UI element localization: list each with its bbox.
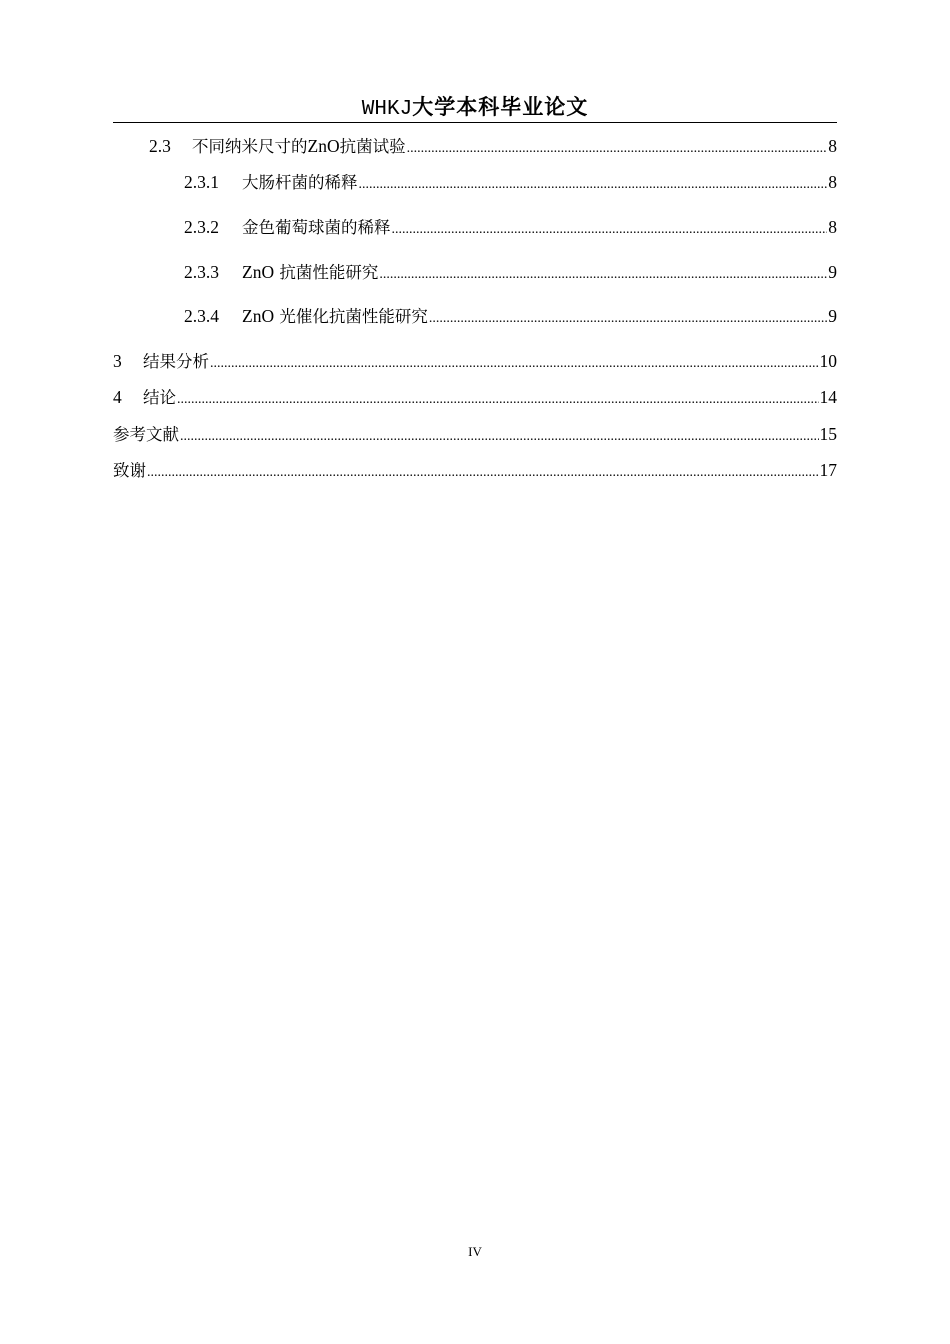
toc-title-part: ZnO bbox=[242, 306, 275, 326]
toc-entry-title bbox=[143, 386, 176, 410]
toc-entry-number: 3 bbox=[113, 351, 122, 371]
toc-dot-leader bbox=[429, 307, 827, 331]
toc-entry-title bbox=[113, 423, 179, 447]
toc-entry-2-3[interactable] bbox=[149, 134, 837, 158]
toc-title-part: 参考文献 bbox=[113, 425, 179, 444]
toc-title-part: 金色葡萄球菌的稀释 bbox=[242, 218, 391, 237]
toc-title-part: 致谢 bbox=[113, 461, 146, 480]
toc-entry-number: 2.3 bbox=[149, 136, 171, 156]
page-number: IV bbox=[468, 1244, 482, 1259]
toc-title-part: ZnO bbox=[307, 136, 340, 156]
toc-entry-number: 4 bbox=[113, 387, 122, 407]
page-footer bbox=[0, 1244, 950, 1260]
toc-entry-page: 8 bbox=[828, 217, 837, 237]
toc-entry-title bbox=[143, 350, 209, 374]
toc-entry-page: 10 bbox=[819, 351, 837, 371]
toc-entry-title bbox=[192, 134, 406, 159]
toc-entry-page: 15 bbox=[819, 424, 837, 444]
toc-dot-leader bbox=[407, 137, 828, 161]
header-title-text: 大学本科毕业论文 bbox=[412, 95, 589, 119]
toc-entry-page: 14 bbox=[819, 387, 837, 407]
header-title bbox=[362, 92, 588, 125]
toc-title-part: 抗菌试验 bbox=[339, 137, 406, 156]
toc-entry-number: 2.3.2 bbox=[184, 217, 219, 237]
toc-entry-page: 9 bbox=[828, 306, 837, 326]
toc-entry-number: 2.3.1 bbox=[184, 172, 219, 192]
toc-entry-2-3-3[interactable] bbox=[184, 260, 837, 284]
toc-entry-4[interactable] bbox=[113, 385, 837, 409]
toc-entry-2-3-2[interactable] bbox=[184, 215, 837, 239]
toc-dot-leader bbox=[147, 461, 819, 485]
toc-dot-leader bbox=[379, 263, 827, 287]
toc-entry-title bbox=[113, 459, 146, 483]
toc-title-part: 结果分析 bbox=[143, 352, 209, 371]
toc-entry-title bbox=[242, 304, 428, 329]
toc-title-part: ZnO bbox=[242, 262, 275, 282]
toc-entry-2-3-4[interactable] bbox=[184, 304, 837, 328]
toc-title-part: 光催化抗菌性能研究 bbox=[279, 307, 428, 326]
toc-title-part: 不同纳米尺寸的 bbox=[192, 137, 308, 156]
toc-title-part: 抗菌性能研究 bbox=[279, 263, 379, 282]
toc-dot-leader bbox=[177, 388, 819, 412]
toc-entry-page: 9 bbox=[828, 262, 837, 282]
toc-title-part: 结论 bbox=[143, 388, 176, 407]
toc-dot-leader bbox=[359, 173, 828, 197]
toc-dot-leader bbox=[210, 352, 819, 376]
toc-entry-page: 17 bbox=[819, 460, 837, 480]
toc-entry-number: 2.3.3 bbox=[184, 262, 219, 282]
toc-entry-acknowledgements[interactable] bbox=[113, 458, 837, 482]
toc-entry-2-3-1[interactable] bbox=[184, 170, 837, 194]
toc-entry-references[interactable] bbox=[113, 422, 837, 446]
toc-entry-title bbox=[242, 260, 378, 285]
toc-entry-page: 8 bbox=[828, 172, 837, 192]
toc-entry-3[interactable] bbox=[113, 349, 837, 373]
toc-entry-title bbox=[242, 171, 358, 195]
toc-entry-number: 2.3.4 bbox=[184, 306, 219, 326]
toc-dot-leader bbox=[392, 218, 828, 242]
toc-entry-title bbox=[242, 216, 391, 240]
header-prefix: WHKJ bbox=[361, 98, 413, 121]
toc-entry-page: 8 bbox=[828, 136, 837, 156]
toc-dot-leader bbox=[180, 425, 819, 449]
page-header bbox=[113, 92, 837, 123]
toc-title-part: 大肠杆菌的稀释 bbox=[242, 173, 358, 192]
